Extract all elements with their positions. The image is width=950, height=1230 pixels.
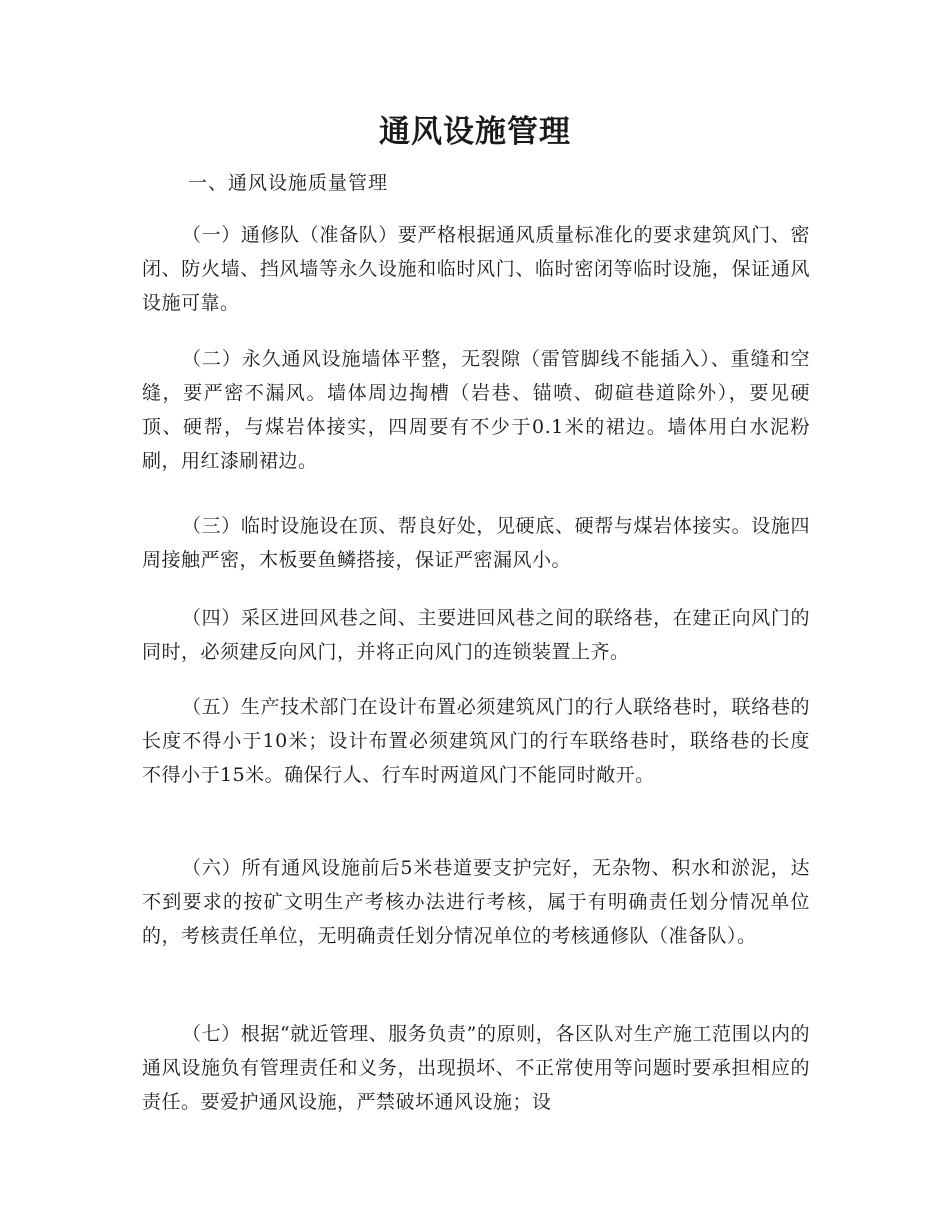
paragraph-2: （二）永久通风设施墙体平整，无裂隙（雷管脚线不能插入）、重缝和空缝，要严密不漏风。墙体周边掏槽（岩巷、锚喷、砌碹巷道除外），要见硬顶、硬帮，与煤岩体接实，四周要有不少于0.1米的裙边。墙体用白水泥粉刷，用红漆刷裙边。: [142, 348, 810, 472]
paragraph-7: （七）根据“就近管理、服务负责”的原则，各区队对生产施工范围以内的通风设施负有管理责任和义务，出现损坏、不正常使用等问题时要承担相应的责任。要爱护通风设施，严禁破坏通风设施；设: [142, 1023, 810, 1113]
section-heading: 一、通风设施质量管理: [188, 172, 389, 194]
paragraph-4: （四）采区进回风巷之间、主要进回风巷之间的联络巷，在建正向风门的同时，必须建反向风门，并将正向风门的连锁装置上齐。: [142, 607, 810, 663]
paragraph-5: （五）生产技术部门在设计布置必须建筑风门的行人联络巷时，联络巷的长度不得小于10米；设计布置必须建筑风门的行车联络巷时，联络巷的长度不得小于15米。确保行人、行车时两道风门不能同时敞开。: [142, 696, 810, 786]
paragraph-1: （一）通修队（准备队）要严格根据通风质量标准化的要求建筑风门、密闭、防火墙、挡风墙等永久设施和临时风门、临时密闭等临时设施，保证通风设施可靠。: [142, 224, 810, 314]
paragraph-6: （六）所有通风设施前后5米巷道要支护完好，无杂物、积水和淤泥，达不到要求的按矿文明生产考核办法进行考核，属于有明确责任划分情况单位的，考核责任单位，无明确责任划分情况单位的考核通修队（准备队）。: [142, 857, 810, 947]
paragraph-3: （三）临时设施设在顶、帮良好处，见硬底、硬帮与煤岩体接实。设施四周接触严密，木板要鱼鳞搭接，保证严密漏风小。: [142, 515, 810, 571]
document-title: 通风设施管理: [379, 114, 571, 150]
